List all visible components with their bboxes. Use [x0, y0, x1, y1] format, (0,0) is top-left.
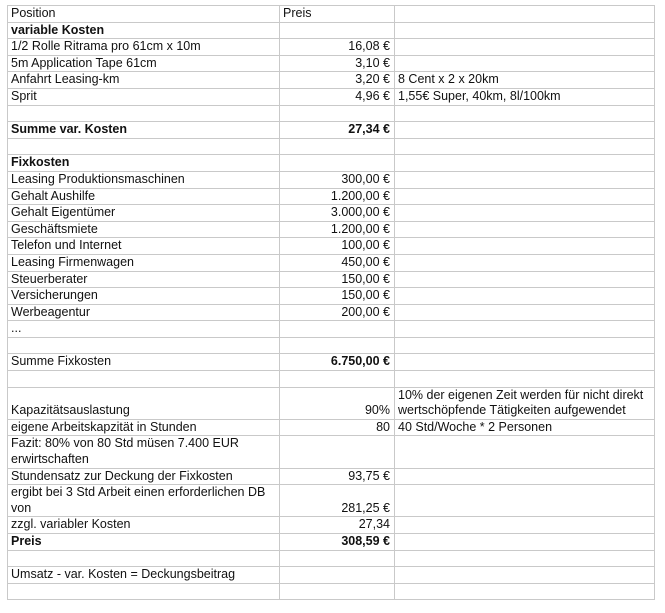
table-row	[8, 138, 655, 155]
cell-db-label[interactable]: ergibt bei 3 Std Arbeit einen erforderlichen DB von	[8, 485, 280, 517]
cell-variable-heading[interactable]: variable Kosten	[8, 22, 280, 39]
cell-value[interactable]: 300,00 €	[280, 171, 395, 188]
cell-value[interactable]: 1.200,00 €	[280, 221, 395, 238]
table-row	[8, 468, 655, 485]
cell-empty[interactable]	[395, 254, 655, 271]
cell-empty[interactable]	[8, 105, 280, 122]
cell-label[interactable]: Werbeagentur	[8, 304, 280, 321]
cell-label[interactable]: Geschäftsmiete	[8, 221, 280, 238]
cell-empty[interactable]	[395, 22, 655, 39]
cell-capacity-note[interactable]: 10% der eigenen Zeit werden für nicht direkt wertschöpfende Tätigkeiten aufgewendet	[395, 387, 655, 419]
cell-empty[interactable]	[395, 271, 655, 288]
cell-label[interactable]: Leasing Produktionsmaschinen	[8, 171, 280, 188]
cell-empty[interactable]	[395, 468, 655, 485]
cell-hours-value[interactable]: 80	[280, 419, 395, 436]
cost-table	[7, 5, 655, 600]
cell-empty[interactable]	[395, 534, 655, 551]
table-row	[8, 436, 655, 468]
cell-empty[interactable]	[395, 517, 655, 534]
cell-empty[interactable]	[395, 205, 655, 222]
cell-sum-var-value[interactable]: 27,34 €	[280, 122, 395, 139]
cell-value[interactable]: 150,00 €	[280, 288, 395, 305]
cell-label[interactable]: Sprit	[8, 88, 280, 105]
cell-header-position[interactable]: Position	[8, 6, 280, 23]
cell-label[interactable]: Gehalt Eigentümer	[8, 205, 280, 222]
table-row	[8, 238, 655, 255]
table-row	[8, 205, 655, 222]
cell-ellipsis[interactable]: ...	[8, 321, 280, 338]
cell-empty[interactable]	[395, 354, 655, 371]
cell-note[interactable]	[395, 39, 655, 56]
cell-fazit[interactable]: Fazit: 80% von 80 Std müsen 7.400 EUR erwirtschaften	[8, 436, 280, 468]
cell-hours-note[interactable]: 40 Std/Woche * 2 Personen	[395, 419, 655, 436]
cell-sum-fix-value[interactable]: 6.750,00 €	[280, 354, 395, 371]
cell-empty[interactable]	[395, 304, 655, 321]
cell-label[interactable]: 1/2 Rolle Ritrama pro 61cm x 10m	[8, 39, 280, 56]
cell-empty[interactable]	[395, 122, 655, 139]
header-row	[8, 6, 655, 23]
cell-capacity-label[interactable]: Kapazitätsauslastung	[8, 387, 280, 419]
cell-empty[interactable]	[395, 371, 655, 388]
cell-empty[interactable]	[280, 371, 395, 388]
cell-label[interactable]: Versicherungen	[8, 288, 280, 305]
cell-label[interactable]: 5m Application Tape 61cm	[8, 55, 280, 72]
cell-empty[interactable]	[280, 583, 395, 600]
cell-empty[interactable]	[395, 337, 655, 354]
cell-fix-heading[interactable]: Fixkosten	[8, 155, 280, 172]
table-row	[8, 55, 655, 72]
table-row	[8, 188, 655, 205]
cell-empty[interactable]	[280, 155, 395, 172]
table-row	[8, 72, 655, 89]
table-row	[8, 304, 655, 321]
cell-empty[interactable]	[395, 436, 655, 468]
cell-label[interactable]: Steuerberater	[8, 271, 280, 288]
cell-empty[interactable]	[8, 583, 280, 600]
cell-label[interactable]: Anfahrt Leasing-km	[8, 72, 280, 89]
cell-note[interactable]: 8 Cent x 2 x 20km	[395, 72, 655, 89]
cell-price-value[interactable]: 308,59 €	[280, 534, 395, 551]
table-row	[8, 105, 655, 122]
table-row	[8, 22, 655, 39]
cell-hours-label[interactable]: eigene Arbeitskapzität in Stunden	[8, 419, 280, 436]
cell-value[interactable]: 3,20 €	[280, 72, 395, 89]
cell-empty[interactable]	[395, 238, 655, 255]
table-row	[8, 221, 655, 238]
cell-sum-var-label[interactable]: Summe var. Kosten	[8, 122, 280, 139]
cell-empty[interactable]	[395, 583, 655, 600]
cell-empty[interactable]	[8, 337, 280, 354]
cell-note[interactable]: 1,55€ Super, 40km, 8l/100km	[395, 88, 655, 105]
cell-empty[interactable]	[395, 321, 655, 338]
table-row	[8, 271, 655, 288]
table-row	[8, 419, 655, 436]
cell-capacity-value[interactable]: 90%	[280, 387, 395, 419]
cell-value[interactable]: 150,00 €	[280, 271, 395, 288]
cell-value[interactable]: 4,96 €	[280, 88, 395, 105]
table-row	[8, 88, 655, 105]
cell-empty[interactable]	[280, 22, 395, 39]
cell-empty[interactable]	[395, 138, 655, 155]
cell-value[interactable]: 100,00 €	[280, 238, 395, 255]
cell-empty[interactable]	[280, 138, 395, 155]
cell-empty[interactable]	[8, 371, 280, 388]
cell-formula[interactable]: Umsatz - var. Kosten = Deckungsbeitrag	[8, 567, 280, 584]
cell-empty[interactable]	[8, 550, 280, 567]
table-row	[8, 337, 655, 354]
table-row	[8, 354, 655, 371]
table-row	[8, 567, 655, 584]
table-row	[8, 583, 655, 600]
cell-var-value[interactable]: 27,34	[280, 517, 395, 534]
cell-empty[interactable]	[8, 138, 280, 155]
cell-empty[interactable]	[395, 105, 655, 122]
cell-rate-label[interactable]: Stundensatz zur Deckung der Fixkosten	[8, 468, 280, 485]
table-row	[8, 485, 655, 517]
table-row	[8, 155, 655, 172]
cell-value[interactable]: 450,00 €	[280, 254, 395, 271]
cell-value[interactable]: 3,10 €	[280, 55, 395, 72]
cell-empty[interactable]	[395, 550, 655, 567]
cell-rate-value[interactable]: 93,75 €	[280, 468, 395, 485]
cell-label[interactable]: Leasing Firmenwagen	[8, 254, 280, 271]
cell-empty[interactable]	[395, 485, 655, 517]
table-row	[8, 171, 655, 188]
cell-empty[interactable]	[280, 436, 395, 468]
table-row	[8, 371, 655, 388]
table-row	[8, 122, 655, 139]
spreadsheet	[7, 5, 655, 600]
cell-var-label[interactable]: zzgl. variabler Kosten	[8, 517, 280, 534]
cell-empty[interactable]	[395, 155, 655, 172]
table-row	[8, 254, 655, 271]
cell-db-value[interactable]: 281,25 €	[280, 485, 395, 517]
cell-empty[interactable]	[395, 221, 655, 238]
cell-value[interactable]: 200,00 €	[280, 304, 395, 321]
cell-empty[interactable]	[395, 288, 655, 305]
table-row	[8, 534, 655, 551]
cell-note[interactable]	[395, 55, 655, 72]
cell-empty[interactable]	[395, 6, 655, 23]
cell-sum-fix-label[interactable]: Summe Fixkosten	[8, 354, 280, 371]
cell-header-preis[interactable]: Preis	[280, 6, 395, 23]
cell-empty[interactable]	[280, 321, 395, 338]
table-row	[8, 288, 655, 305]
cell-empty[interactable]	[395, 567, 655, 584]
cell-empty[interactable]	[395, 188, 655, 205]
table-row	[8, 517, 655, 534]
cell-value[interactable]: 16,08 €	[280, 39, 395, 56]
table-row	[8, 321, 655, 338]
cell-label[interactable]: Telefon und Internet	[8, 238, 280, 255]
cell-value[interactable]: 3.000,00 €	[280, 205, 395, 222]
table-row	[8, 550, 655, 567]
table-row	[8, 39, 655, 56]
table-row	[8, 387, 655, 419]
cell-empty[interactable]	[280, 337, 395, 354]
cell-empty[interactable]	[395, 171, 655, 188]
cell-price-label[interactable]: Preis	[8, 534, 280, 551]
cell-label[interactable]: Gehalt Aushilfe	[8, 188, 280, 205]
cell-empty[interactable]	[280, 567, 395, 584]
cell-value[interactable]: 1.200,00 €	[280, 188, 395, 205]
cell-empty[interactable]	[280, 105, 395, 122]
cell-empty[interactable]	[280, 550, 395, 567]
